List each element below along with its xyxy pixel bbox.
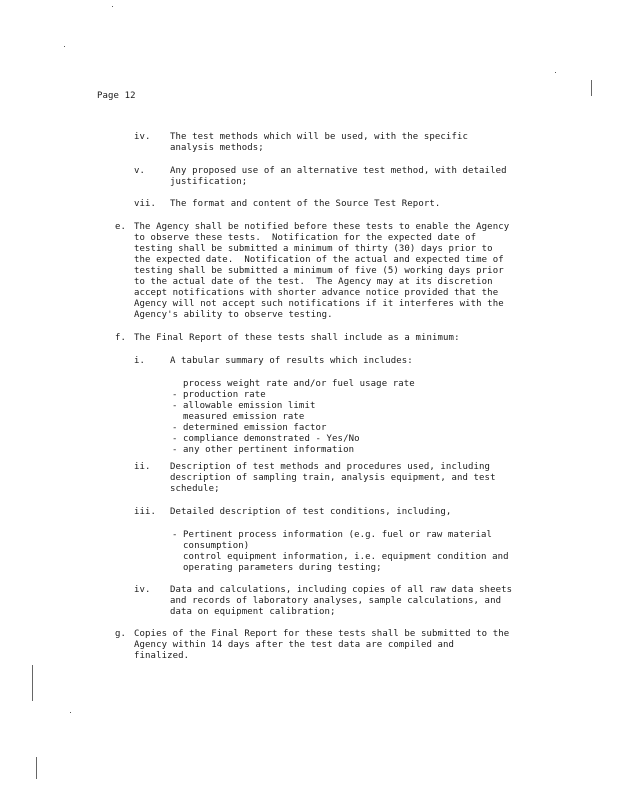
scan-edge-mark [32,665,33,701]
para-e-line-5: testing shall be submitted a minimum of five (5) working days prior [134,266,504,276]
para-f-item-ii-line-1: Description of test methods and procedures used, including [170,462,491,472]
scan-speck [112,6,113,7]
item-iv-line-1: The test methods which will be used, with the specific [170,132,468,142]
para-f-item-iv-line-2: and records of laboratory analyses, sample calculations, and [170,596,502,606]
para-f-item-iii-bullet-1: - Pertinent process information (e.g. fuel or raw material [172,530,493,540]
para-f-item-i-number: i. [134,356,146,366]
para-e-line-1: The Agency shall be notified before these tests to enable the Agency [134,222,510,232]
para-e-line-9: Agency's ability to observe testing. [134,310,333,320]
para-f-item-i-bullet-4: measured emission rate [172,412,305,422]
item-v-number: v. [134,166,146,176]
item-iv-number: iv. [134,132,151,142]
scan-edge-mark [591,80,592,96]
item-v-line-1: Any proposed use of an alternative test method, with detailed [170,166,507,176]
item-vii-number: vii. [134,199,157,209]
page-label: Page 12 [97,91,136,101]
para-f-item-iii-bullet-3: control equipment information, i.e. equipment condition and [172,552,509,562]
para-g-line-3: finalized. [134,651,190,661]
para-f-item-iv-number: iv. [134,585,151,595]
para-f-item-i-bullet-5: - determined emission factor [172,423,327,433]
para-f-item-iii-number: iii. [134,507,157,517]
para-f-item-i-bullet-1: process weight rate and/or fuel usage rate [172,379,415,389]
item-vii-line-1: The format and content of the Source Test Report. [170,199,441,209]
para-f-item-i-bullet-6: - compliance demonstrated - Yes/No [172,434,360,444]
para-f-item-i-bullet-2: - production rate [172,390,266,400]
para-g-line-2: Agency within 14 days after the test data are compiled and [134,640,455,650]
scan-speck [555,72,556,73]
scan-edge-mark [36,757,37,779]
para-e-line-6: to the actual date of the test. The Agency may at its discretion [134,277,493,287]
para-e-line-8: Agency will not accept such notifications if it interferes with the [134,299,504,309]
para-f-item-iv-line-1: Data and calculations, including copies of all raw data sheets [170,585,513,595]
para-e-line-7: accept notifications with shorter advance notice provided that the [134,288,499,298]
para-f-item-i-bullet-3: - allowable emission limit [172,401,316,411]
para-f-letter: f. [115,333,127,343]
para-e-letter: e. [115,222,127,232]
para-e-line-4: the expected date. Notification of the actual and expected time of [134,255,504,265]
item-iv-line-2: analysis methods; [170,143,264,153]
para-f-item-i-bullet-7: - any other pertinent information [172,445,355,455]
scan-speck [64,46,65,47]
para-g-letter: g. [115,629,127,639]
para-e-line-3: testing shall be submitted a minimum of thirty (30) days prior to [134,244,493,254]
para-f-intro: The Final Report of these tests shall include as a minimum: [134,333,460,343]
para-e-line-2: to observe these tests. Notification for the expected date of [134,233,477,243]
para-f-item-ii-number: ii. [134,462,151,472]
item-v-line-2: justification; [170,177,248,187]
para-f-item-iii-bullet-4: operating parameters during testing; [172,563,382,573]
para-f-item-i-text: A tabular summary of results which includes: [170,356,413,366]
para-f-item-iii-text: Detailed description of test conditions, including, [170,507,452,517]
para-f-item-iii-bullet-2: consumption) [172,541,250,551]
para-f-item-ii-line-3: schedule; [170,484,220,494]
para-g-line-1: Copies of the Final Report for these tests shall be submitted to the [134,629,510,639]
para-f-item-ii-line-2: description of sampling train, analysis equipment, and test [170,473,496,483]
scan-speck [70,712,71,713]
para-f-item-iv-line-3: data on equipment calibration; [170,607,336,617]
